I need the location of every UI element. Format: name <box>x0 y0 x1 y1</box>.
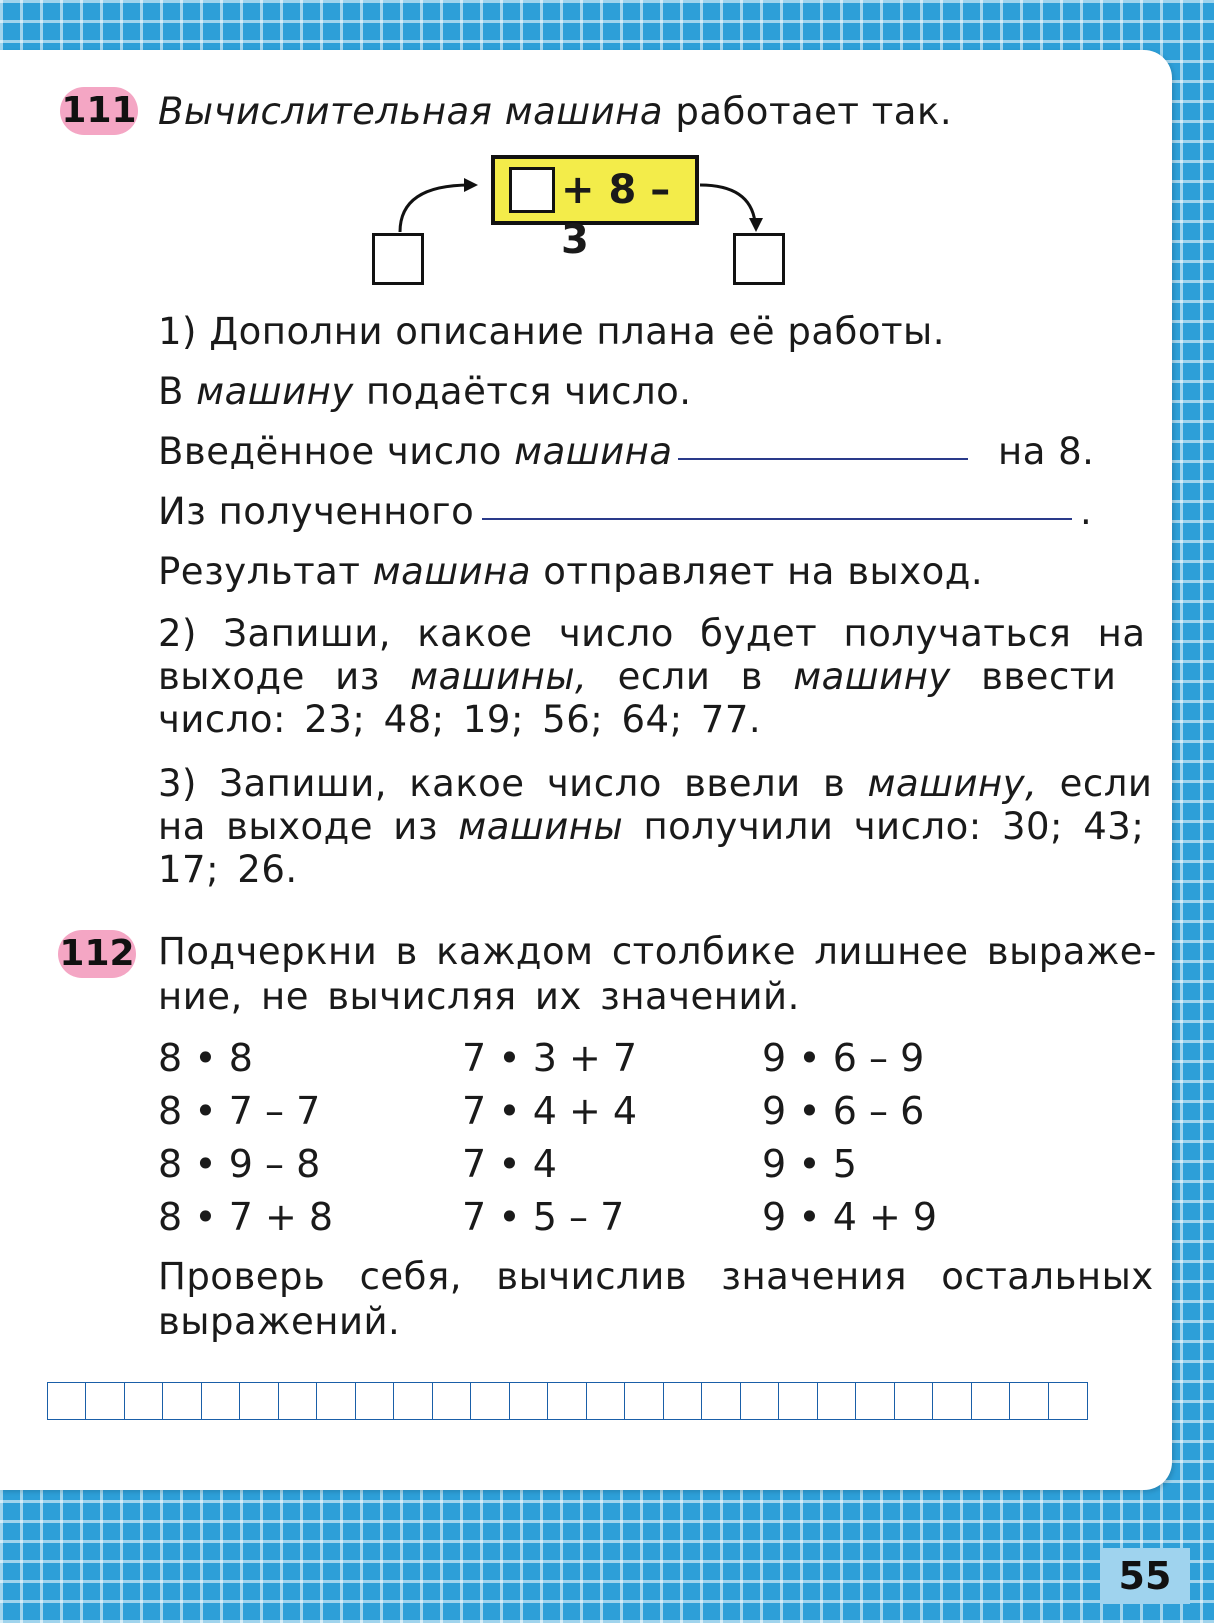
l4b: машина <box>372 550 532 593</box>
grid-cell[interactable] <box>740 1382 780 1420</box>
l1a: В <box>158 370 184 413</box>
grid-cell[interactable] <box>278 1382 318 1420</box>
intro-rest: работает так. <box>675 90 953 133</box>
grid-cell[interactable] <box>778 1382 818 1420</box>
p3b: машину, <box>867 762 1038 805</box>
p2b: машины, <box>410 655 588 698</box>
grid-cell[interactable] <box>432 1382 472 1420</box>
expr-col3-row4[interactable]: 9 • 4 + 9 <box>762 1195 938 1239</box>
grid-cell[interactable] <box>932 1382 972 1420</box>
p2e: ввести <box>981 655 1117 698</box>
grid-cell[interactable] <box>894 1382 934 1420</box>
expr-col1-row2[interactable]: 8 • 7 – 7 <box>158 1089 321 1133</box>
p3a: 3) Запиши, какое число ввели в <box>158 762 846 805</box>
answer-grid[interactable] <box>48 1382 1088 1420</box>
grid-cell[interactable] <box>239 1382 279 1420</box>
expr-col2-row4[interactable]: 7 • 5 – 7 <box>462 1195 625 1239</box>
expr-col2-row2[interactable]: 7 • 4 + 4 <box>462 1089 638 1133</box>
p2c: если в <box>617 655 763 698</box>
part2-line-2 <box>158 655 1116 699</box>
task-111-intro <box>158 90 952 134</box>
part3-line-3: 17; 26. <box>158 848 298 891</box>
task-111-badge: 111 <box>60 87 138 135</box>
check-line-1: Проверь себя, вычислив значения остальных <box>158 1255 1154 1298</box>
grid-cell[interactable] <box>85 1382 125 1420</box>
plan-line-1 <box>158 370 692 414</box>
part2-line-3: число: 23; 48; 19; 56; 64; 77. <box>158 698 762 741</box>
machine-box <box>491 155 699 263</box>
p2a: выходе из <box>158 655 380 698</box>
expr-col3-row1[interactable]: 9 • 6 – 9 <box>762 1036 925 1080</box>
expr-col1-row3[interactable]: 8 • 9 – 8 <box>158 1142 321 1186</box>
output-arrow <box>700 185 755 222</box>
grid-cell[interactable] <box>701 1382 741 1420</box>
grid-cell[interactable] <box>1009 1382 1049 1420</box>
expr-col2-row3[interactable]: 7 • 4 <box>462 1142 557 1186</box>
expr-col3-row2[interactable]: 9 • 6 – 6 <box>762 1089 925 1133</box>
grid-cell[interactable] <box>547 1382 587 1420</box>
p2d: машину <box>793 655 951 698</box>
output-arrowhead <box>749 218 763 232</box>
p3c: если <box>1059 762 1153 805</box>
page-number: 55 <box>1100 1548 1190 1604</box>
input-arrowhead <box>464 178 478 192</box>
check-line-2: выражений. <box>158 1300 401 1343</box>
answer-line-2[interactable] <box>482 518 1072 520</box>
grid-cell[interactable] <box>1048 1382 1088 1420</box>
l1b: машину <box>196 370 354 413</box>
plan-line-4 <box>158 550 983 594</box>
grid-cell[interactable] <box>393 1382 433 1420</box>
task-112-line-1: Подчеркни в каждом столбике лишнее выраже- <box>158 930 1157 973</box>
input-arrow <box>400 185 470 232</box>
grid-cell[interactable] <box>124 1382 164 1420</box>
task-112-line-2: ние, не вычисляя их значений. <box>158 975 800 1018</box>
p3e: машины <box>458 805 624 848</box>
plan-line-3: Из полученного <box>158 490 475 533</box>
l1c: подаётся число. <box>366 370 692 413</box>
answer-line-1[interactable] <box>678 458 968 460</box>
task-112-badge: 112 <box>58 930 136 978</box>
l2a: Введённое число <box>158 430 502 473</box>
expr-col2-row1[interactable]: 7 • 3 + 7 <box>462 1036 638 1080</box>
grid-cell[interactable] <box>47 1382 87 1420</box>
part3-line-1 <box>158 762 1152 806</box>
l2b: машина <box>514 430 673 473</box>
grid-cell[interactable] <box>586 1382 626 1420</box>
grid-cell[interactable] <box>355 1382 395 1420</box>
part3-line-2 <box>158 805 1144 849</box>
intro-italic: Вычислительная машина <box>158 90 664 133</box>
grid-cell[interactable] <box>855 1382 895 1420</box>
grid-cell[interactable] <box>316 1382 356 1420</box>
l4a: Результат <box>158 550 361 593</box>
grid-cell[interactable] <box>509 1382 549 1420</box>
grid-cell[interactable] <box>971 1382 1011 1420</box>
expr-col3-row3[interactable]: 9 • 5 <box>762 1142 857 1186</box>
l4c: отправляет на выход. <box>543 550 984 593</box>
plan-line-2 <box>158 430 673 474</box>
grid-cell[interactable] <box>624 1382 664 1420</box>
output-box[interactable] <box>733 233 785 285</box>
grid-cell[interactable] <box>470 1382 510 1420</box>
machine-input-slot <box>509 167 555 213</box>
part1-title: 1) Дополни описание плана её работы. <box>158 310 945 353</box>
p3d: на выходе из <box>158 805 439 848</box>
plan-line-2-end: на 8. <box>998 430 1095 473</box>
grid-cell[interactable] <box>663 1382 703 1420</box>
expr-col1-row1[interactable]: 8 • 8 <box>158 1036 253 1080</box>
plan-line-3-end: . <box>1080 490 1093 533</box>
p3f: получили число: 30; 43; <box>643 805 1145 848</box>
expr-col1-row4[interactable]: 8 • 7 + 8 <box>158 1195 334 1239</box>
grid-cell[interactable] <box>201 1382 241 1420</box>
part2-line-1: 2) Запиши, какое число будет получаться на <box>158 612 1146 655</box>
grid-cell[interactable] <box>817 1382 857 1420</box>
machine-operations: + 8 – 3 <box>561 167 671 263</box>
input-box[interactable] <box>372 233 424 285</box>
grid-cell[interactable] <box>162 1382 202 1420</box>
